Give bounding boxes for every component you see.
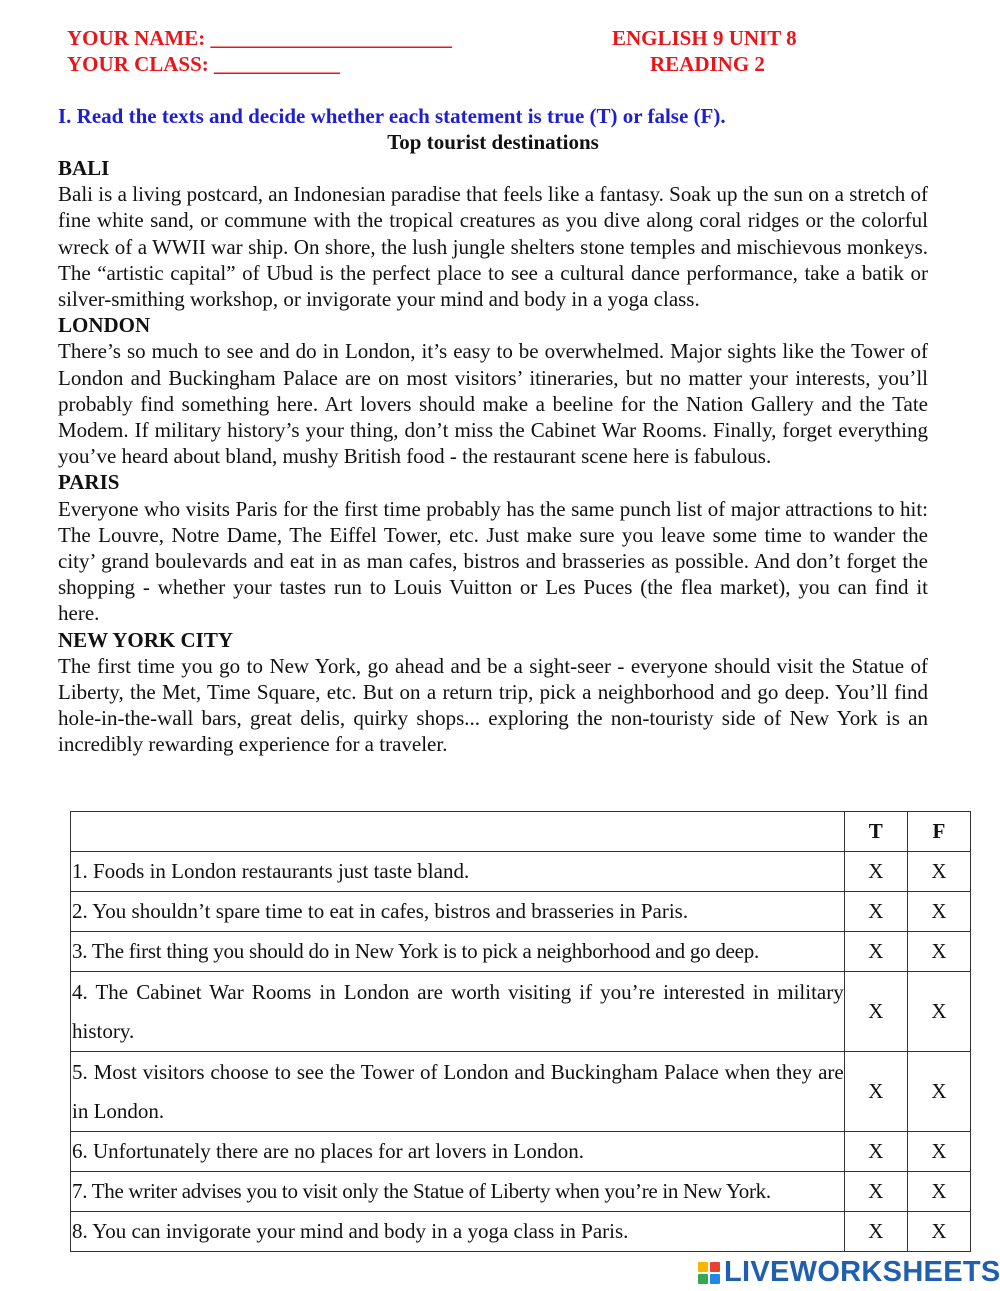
logo-grid-icon <box>698 1262 720 1284</box>
answer-5-t[interactable]: X <box>844 1052 907 1132</box>
table-header-row <box>71 812 971 852</box>
answer-8-f[interactable]: X <box>907 1212 970 1252</box>
answer-2-f[interactable]: X <box>907 892 970 932</box>
class-label: YOUR CLASS: ____________ <box>67 52 341 76</box>
answer-3-t[interactable]: X <box>844 932 907 972</box>
answer-1-t[interactable]: X <box>844 852 907 892</box>
logo-square-icon <box>698 1262 708 1272</box>
answer-7-f[interactable]: X <box>907 1172 970 1212</box>
section-text-bali: Bali is a living postcard, an Indonesian paradise that feels like a fantasy. Soak up the sun on a stretch of fine white sand, or commune with the tropical creatures as you dive along coral ridges or the colorful wreck of a WWII war ship. On shore, the lush jungle shelters stone temples and mischievous monkeys. The “artistic capital” of Ubud is the perfect place to see a cultural dance performance, take a batik or silver-smithing workshop, or invigorate your mind and body in a yoga class. <box>58 182 928 312</box>
answer-2-t[interactable]: X <box>844 892 907 932</box>
answer-4-t[interactable]: X <box>844 972 907 1052</box>
answer-7-t[interactable]: X <box>844 1172 907 1212</box>
section-heading-paris: PARIS <box>58 470 120 495</box>
table-row <box>71 1212 971 1252</box>
statement-8: 8. You can invigorate your mind and body in a yoga class in Paris. <box>71 1212 845 1252</box>
unit-title: ENGLISH 9 UNIT 8 <box>612 26 797 50</box>
table-row <box>71 1172 971 1212</box>
table-row <box>71 1132 971 1172</box>
table-row <box>71 852 971 892</box>
section-text-paris: Everyone who visits Paris for the first time probably has the same punch list of major attractions to hit: The Louvre, Notre Dame, The Eiffel Tower, etc. Just make sure you leave some time to wander the city’ grand boulevards and eat in as man cafes, bistros and brasseries as possible. And don’t forget the shopping - whether your tastes run to Louis Vuitton or Les Puces (the flea market), you can find it here. <box>58 496 928 626</box>
true-false-table <box>70 811 971 1252</box>
answer-4-f[interactable]: X <box>907 972 970 1052</box>
header-t: T <box>844 812 907 852</box>
section-text-new-york: The first time you go to New York, go ahead and be a sight-seer - everyone should visit the Statue of Liberty, the Met, Time Square, etc. But on a return trip, pick a neighborhood and go deep. You’ll find hole-in-the-wall bars, great delis, quirky shops... exploring the non-touristy side of New York is an incredibly rewarding experience for a traveler. <box>58 653 928 757</box>
table-row <box>71 972 971 1052</box>
statement-4: 4. The Cabinet War Rooms in London are worth visiting if you’re interested in military history. <box>71 972 845 1052</box>
liveworksheets-logo <box>698 1256 1000 1289</box>
brand-text: LIVEWORKSHEETS <box>724 1256 1000 1288</box>
table-row <box>71 1052 971 1132</box>
answer-3-f[interactable]: X <box>907 932 970 972</box>
logo-square-icon <box>710 1262 720 1272</box>
section-text-london: There’s so much to see and do in London, it’s easy to be overwhelmed. Major sights like the Tower of London and Buckingham Palace are on most visitors’ itineraries, but no matter your interests, you’ll probably find something here. Art lovers should make a beeline for the Nation Gallery and the Tate Modem. If military history’s your thing, don’t miss the Cabinet War Rooms. Finally, forget everything you’ve heard about bland, mushy British food - the restaurant scene here is fabulous. <box>58 339 928 469</box>
statement-2: 2. You shouldn’t spare time to eat in cafes, bistros and brasseries in Paris. <box>71 892 845 932</box>
logo-square-icon <box>710 1274 720 1284</box>
page-title: Top tourist destinations <box>387 130 599 154</box>
answer-5-f[interactable]: X <box>907 1052 970 1132</box>
reading-text <box>58 155 928 758</box>
name-label: YOUR NAME: _______________________ <box>67 26 452 50</box>
section-heading-london: LONDON <box>58 313 151 338</box>
answer-6-f[interactable]: X <box>907 1132 970 1172</box>
statement-6: 6. Unfortunately there are no places for art lovers in London. <box>71 1132 845 1172</box>
answer-8-t[interactable]: X <box>844 1212 907 1252</box>
table-row <box>71 892 971 932</box>
answer-6-t[interactable]: X <box>844 1132 907 1172</box>
statement-7: 7. The writer advises you to visit only the Statue of Liberty when you’re in New York. <box>71 1172 845 1212</box>
instruction: I. Read the texts and decide whether each statement is true (T) or false (F). <box>58 104 726 128</box>
header-f: F <box>907 812 970 852</box>
section-heading-new-york: NEW YORK CITY <box>58 627 234 652</box>
statement-1: 1. Foods in London restaurants just taste bland. <box>71 852 845 892</box>
statement-5: 5. Most visitors choose to see the Tower of London and Buckingham Palace when they are in London. <box>71 1052 845 1132</box>
reading-title: READING 2 <box>650 52 765 76</box>
answer-1-f[interactable]: X <box>907 852 970 892</box>
statement-3: 3. The first thing you should do in New York is to pick a neighborhood and go deep. <box>71 932 845 972</box>
table-row <box>71 932 971 972</box>
section-heading-bali: BALI <box>58 156 110 180</box>
logo-square-icon <box>698 1274 708 1284</box>
header-blank-cell <box>71 812 845 852</box>
